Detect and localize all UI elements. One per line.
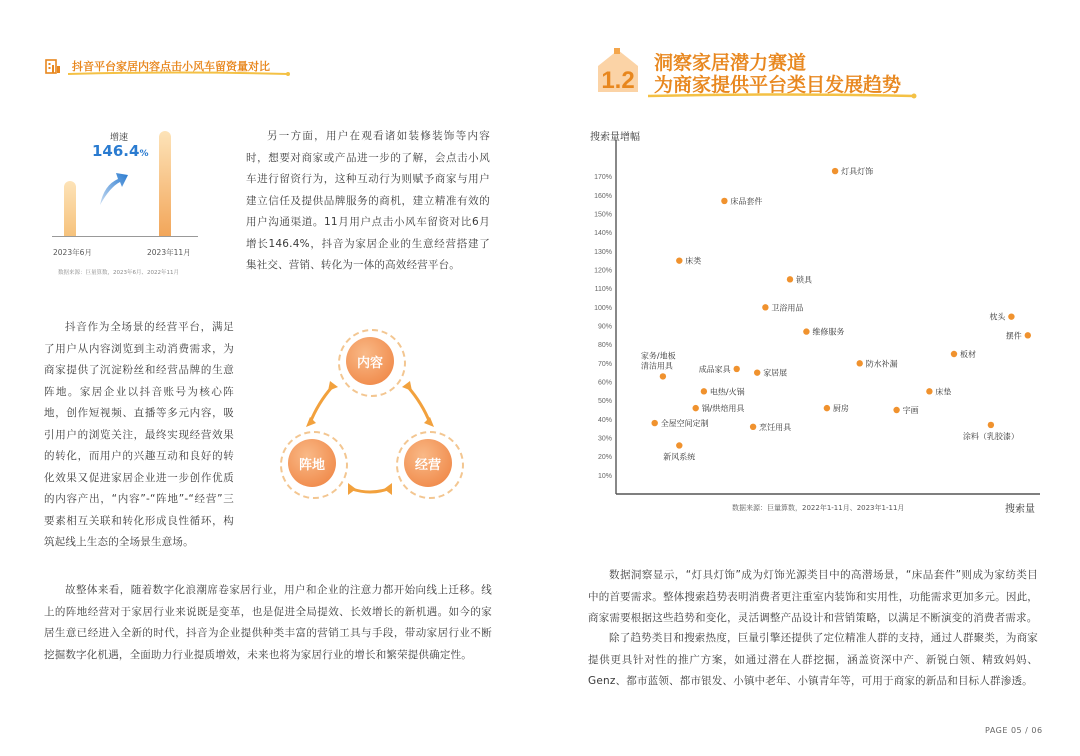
point-label: 灯具灯饰 xyxy=(841,167,874,177)
point-label: 锁具 xyxy=(796,275,812,285)
y-tick-label: 20% xyxy=(597,454,612,462)
point-label: 板材 xyxy=(960,350,976,359)
point-label: 卫浴用品 xyxy=(771,303,804,313)
y-tick-label: 170% xyxy=(594,174,612,182)
y-tick-label: 160% xyxy=(594,192,612,200)
point-label: 清洁用具 xyxy=(640,361,673,371)
scatter-point xyxy=(893,407,899,413)
point-label: 厨房 xyxy=(832,404,849,414)
paragraph-3: 故整体来看，随着数字化浪潮席卷家居行业，用户和企业的注意力都开始向线上迁移。线上的阵地经营对于家居行业来说既是变革，也是促进全局提效、长效增长的新机遇。如今的家居生意已经进入全新的时代，抖音为企业提供种类丰富的营销工具与手段，带动家居行业不断挖掘数字化机遇，全面助力行业提质增效，未来也将为家居行业的增长和繁荣提供确定性。 xyxy=(44,584,492,661)
scatter-point xyxy=(926,388,932,394)
y-tick-label: 30% xyxy=(597,435,612,443)
scatter-point xyxy=(1025,332,1031,338)
cycle-diagram xyxy=(270,325,470,515)
scatter-point xyxy=(824,405,830,411)
x-axis-title: 搜索量 xyxy=(1005,504,1035,515)
growth-label: 增速 xyxy=(110,133,129,143)
y-tick-label: 80% xyxy=(597,342,612,350)
y-tick-label: 90% xyxy=(597,323,612,331)
growth-arrow-icon xyxy=(96,165,130,207)
mini-chart-axis xyxy=(52,236,198,237)
scatter-chart xyxy=(588,128,1048,516)
y-axis-title: 搜索量增幅 xyxy=(590,132,640,143)
cycle-label-content: 内容 xyxy=(356,355,383,371)
section-title-line1: 洞察家居潜力赛道 xyxy=(654,52,807,74)
point-label: 床类 xyxy=(685,256,702,266)
scatter-point xyxy=(857,360,863,366)
scatter-point xyxy=(693,405,699,411)
paragraph-4: 数据洞察显示，“灯具灯饰”成为灯饰光源类目中的高潜场景，“床品套件”则成为家纺类目中的首要需求。整体搜索趋势表明消费者更注重室内装饰和实用性，功能需求更加多元。因此，商家需要根据这些趋势和变化，灵活调整产品设计和营销策略，以满足不断演变的消费者需求。 xyxy=(588,569,1038,624)
left-header-underline xyxy=(68,71,292,77)
scatter-point xyxy=(988,422,994,428)
paragraph-1: 另一方面，用户在观看诸如装修装饰等内容时，想要对商家或产品进一步的了解，会点击小风车进行留资行为，这种互动行为则赋予商家与用户建立信任及提供品牌服务的商机，建立精准有效的用户沟通渠道。11月用户点击小风车留资对比6月增长146.4%，抖音为家居企业的生意经营搭建了集社交、营销、转化为一体的高效经营平台。 xyxy=(246,130,490,271)
point-label: 维修服务 xyxy=(812,327,845,337)
y-tick-label: 70% xyxy=(597,360,612,368)
point-label: 烹饪用具 xyxy=(759,422,792,432)
growth-unit: % xyxy=(139,149,149,159)
paragraph-5: 除了趋势类目和搜索热度，巨量引擎还提供了定位精准人群的支持，通过人群聚类，为商家提供更具针对性的推广方案，如通过潜在人群挖掘，涵盖资深中产、新锐白领、精致妈妈、Genz、都市蓝领、都市银发、小镇中老年、小镇青年等，可用于商家的新品和目标人群渗透。 xyxy=(588,632,1038,687)
section-number-badge xyxy=(592,46,644,94)
section-number: 1.2 xyxy=(601,67,635,94)
scatter-point xyxy=(951,351,957,357)
point-label: 电热/火锅 xyxy=(709,387,745,397)
scatter-point xyxy=(676,257,682,263)
y-tick-label: 150% xyxy=(594,211,612,219)
chart-source: 数据来源：巨量算数，2022年1-11月、2023年1-11月 xyxy=(732,504,905,512)
y-tick-label: 140% xyxy=(594,230,612,238)
point-label: 家居展 xyxy=(763,368,788,378)
scatter-point xyxy=(832,168,838,174)
bar-june xyxy=(64,181,76,236)
point-label: 全屋空间定制 xyxy=(660,419,709,429)
cycle-arrows-icon xyxy=(270,325,470,515)
point-label: 摆件 xyxy=(1005,331,1022,341)
scatter-point xyxy=(1008,313,1014,319)
scatter-point xyxy=(721,198,727,204)
tick-june: 2023年6月 xyxy=(53,248,92,257)
y-tick-label: 100% xyxy=(594,304,612,312)
point-label: 字画 xyxy=(902,406,919,415)
point-label: 床垫 xyxy=(935,387,952,397)
y-tick-label: 10% xyxy=(597,472,612,480)
point-label: 床品套件 xyxy=(730,196,763,206)
y-tick-label: 120% xyxy=(594,267,612,275)
mini-chart-source: 数据来源：巨量算数，2023年6月、2022年11月 xyxy=(58,270,179,276)
point-label: 成品家具 xyxy=(698,364,731,374)
scatter-point xyxy=(701,388,707,394)
scatter-point xyxy=(787,276,793,282)
point-label: 涂料（乳胶漆） xyxy=(962,431,1019,441)
scatter-point xyxy=(750,424,756,430)
point-label: 锅/烘焙用具 xyxy=(701,404,745,414)
y-tick-label: 40% xyxy=(597,416,612,424)
left-header-title: 抖音平台家居内容点击小风车留资量对比 xyxy=(72,60,270,73)
paragraph-2: 抖音作为全场景的经营平台，满足了用户从内容浏览到主动消费需求，为商家提供了沉淀粉丝和经营品牌的生意阵地。家居企业以抖音账号为核心阵地，创作短视频、直播等多元内容，吸引用户的浏览关注，最终实现经营效果的转化，而用户的兴趣互动和良好的转化效果又促进家居企业进一步创作优质的内容产出，“内容”-“阵地”-“经营”三要素相互关联和转化形成良性循环，构筑起线上生态的全场景生意场。 xyxy=(44,321,234,548)
y-tick-label: 60% xyxy=(597,379,612,387)
cycle-label-operation: 经营 xyxy=(414,457,441,473)
point-label: 枕头 xyxy=(989,312,1006,322)
growth-number: 146.4 xyxy=(92,142,140,160)
scatter-point xyxy=(676,442,682,448)
point-label: 新风系统 xyxy=(663,452,696,462)
scatter-point xyxy=(762,304,768,310)
scatter-point xyxy=(734,366,740,372)
point-label: 防水补漏 xyxy=(865,359,898,369)
section-underline xyxy=(648,92,922,100)
tick-november: 2023年11月 xyxy=(147,248,191,257)
page-number: PAGE 05 / 06 xyxy=(985,726,1043,735)
point-label: 家务/地板 xyxy=(640,351,676,361)
scatter-point xyxy=(803,328,809,334)
y-tick-label: 110% xyxy=(594,286,612,294)
y-tick-label: 50% xyxy=(597,398,612,406)
section-title-line2: 为商家提供平台类目发展趋势 xyxy=(654,74,902,96)
growth-value xyxy=(92,142,148,160)
scatter-point xyxy=(660,373,666,379)
scatter-point xyxy=(652,420,658,426)
scatter-point xyxy=(754,369,760,375)
cycle-label-position: 阵地 xyxy=(298,457,325,473)
bar-november xyxy=(159,131,171,236)
y-tick-label: 130% xyxy=(594,248,612,256)
building-chart-icon xyxy=(44,56,62,74)
